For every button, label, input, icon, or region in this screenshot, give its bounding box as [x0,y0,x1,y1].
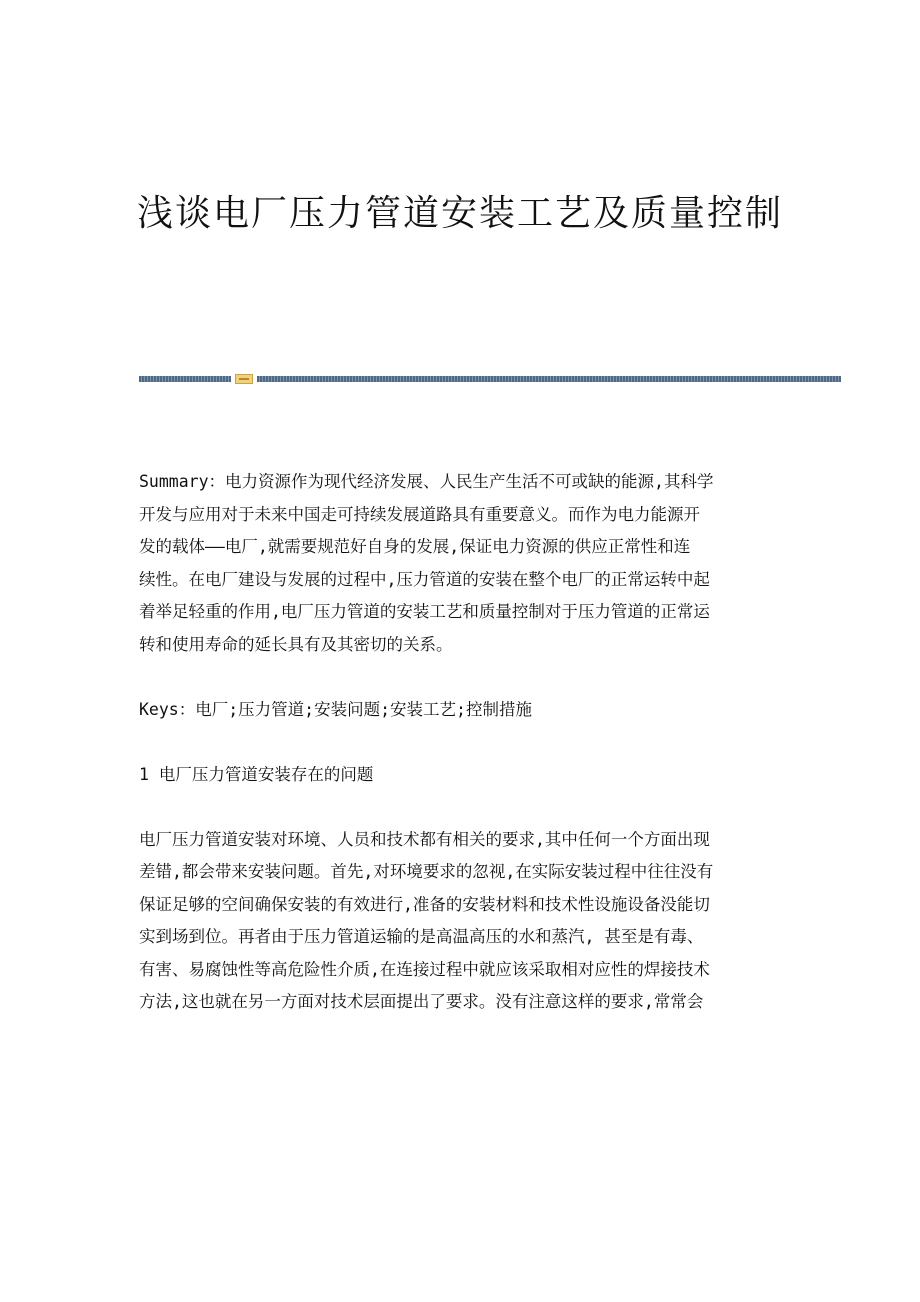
divider-bar-left [139,376,231,382]
section-heading: 1 电厂压力管道安装存在的问题 [139,764,374,784]
body-line: 电厂压力管道安装对环境、人员和技术都有相关的要求,其中任何一个方面出现 [139,829,710,849]
summary-line: 发的载体——电厂,就需要规范好自身的发展,保证电力资源的供应正常性和连 [139,537,691,556]
body-line: 实到场到位。再者由于压力管道运输的是高温高压的水和蒸汽, 甚至是有毒、 [139,927,704,946]
document-title: 浅谈电厂压力管道安装工艺及质量控制 [136,193,783,234]
summary-paragraph [139,466,779,661]
summary-line: 续性。在电厂建设与发展的过程中,压力管道的安装在整个电厂的正常运转中起 [139,569,710,589]
section1-paragraph [139,824,779,1019]
body-line: 有害、易腐蚀性等高危险性介质,在连接过程中就应该采取相对应性的焊接技术 [139,959,710,979]
summary-line: 开发与应用对于未来中国走可持续发展道路具有重要意义。而作为电力能源开 [139,504,700,524]
summary-line: 转和使用寿命的延长具有及其密切的关系。 [139,634,453,654]
paragraph-gap [139,726,779,759]
body-line: 差错,都会带来安装问题。首先,对环境要求的忽视,在实际安装过程中往往没有 [139,862,714,881]
summary-line: Summary：电力资源作为现代经济发展、人民生产生活不可或缺的能源,其科学 [139,472,714,491]
title-divider [139,374,841,384]
summary-line: 着举足轻重的作用,电厂压力管道的安装工艺和质量控制对于压力管道的正常运 [139,602,710,621]
keywords-line: Keys：电厂;压力管道;安装问题;安装工艺;控制措施 [139,699,532,719]
divider-emblem-icon [235,374,253,384]
paragraph-gap [139,661,779,694]
paragraph-gap [139,791,779,824]
divider-bar-right [257,376,841,382]
document-body [139,466,779,1019]
body-line: 保证足够的空间确保安装的有效进行,准备的安装材料和技术性设施设备没能切 [139,894,710,914]
body-line: 方法,这也就在另一方面对技术层面提出了要求。没有注意这样的要求,常常会 [139,992,704,1011]
